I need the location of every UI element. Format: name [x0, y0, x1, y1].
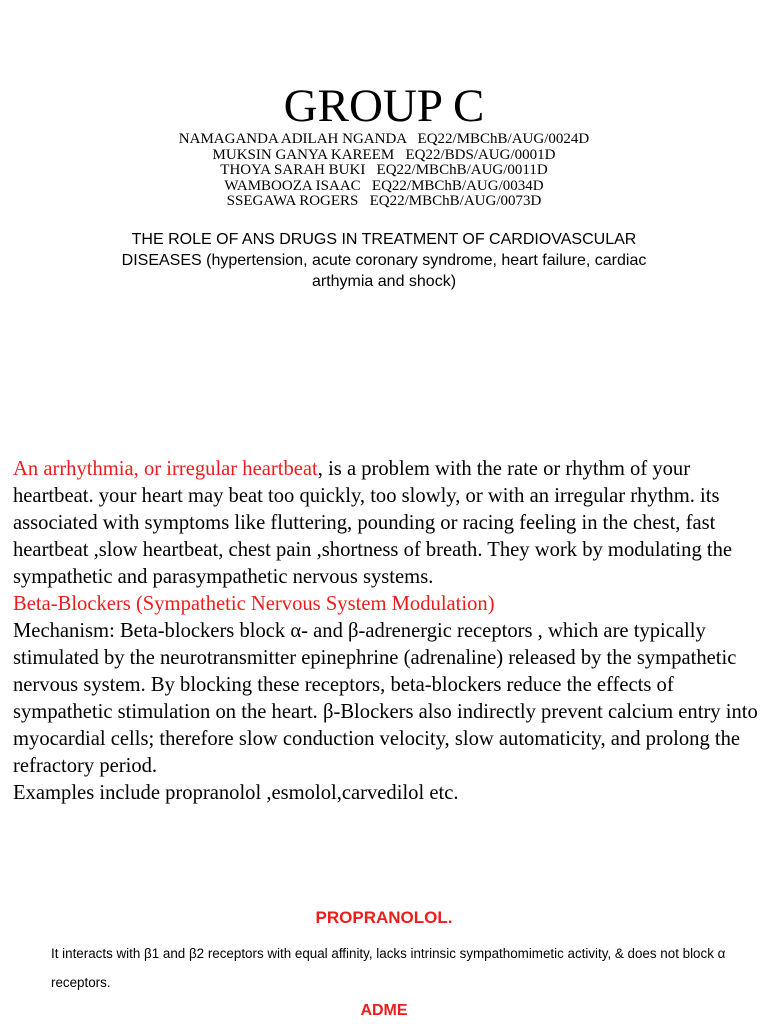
- propranolol-heading: PROPRANOLOL.: [315, 908, 453, 927]
- adme-heading: ADME: [360, 1002, 408, 1019]
- member-line: WAMBOOZA ISAAC EQ22/MBChB/AUG/0034D: [224, 177, 544, 194]
- group-members-list: [0, 132, 768, 210]
- member-line: MUKSIN GANYA KAREEM EQ22/BDS/AUG/0001D: [212, 146, 556, 163]
- beta-blockers-examples: Examples include propranolol ,esmolol,carvedilol etc.: [13, 782, 459, 804]
- propranolol-text: It interacts with β1 and β2 receptors with equal affinity, lacks intrinsic sympathomimetic activity, & does not block α receptors.: [51, 946, 726, 990]
- topic-heading: THE ROLE OF ANS DRUGS IN TREATMENT OF CARDIOVASCULAR DISEASES (hypertension, acute coronary syndrome, heart failure, cardiac arthymia and shock): [121, 231, 647, 290]
- arrhythmia-description: , is a problem with the rate or rhythm of your heartbeat. your heart may beat too quickly, too slowly, or with an irregular rhythm. its associated with symptoms like fluttering, pounding or racing feeling in the chest, fast heartbeat ,slow heartbeat, chest pain ,shortness of breath. They work by modulating the sympathetic and parasympathetic nervous systems.: [13, 458, 733, 588]
- arrhythmia-section: [13, 456, 759, 807]
- beta-blockers-mechanism: Mechanism: Beta-blockers block α- and β-adrenergic receptors , which are typically stimulated by the neurotransmitter epinephrine (adrenaline) released by the sympathetic nervous system. By blocking these receptors, beta-blockers reduce the effects of sympathetic stimulation on the heart. β-Blockers also indirectly prevent calcium entry into myocardial cells; therefore slow conduction velocity, slow automaticity, and prolong the refractory period.: [13, 620, 758, 777]
- beta-blockers-heading: Beta-Blockers (Sympathetic Nervous System Modulation): [13, 593, 495, 615]
- page-title: GROUP C: [283, 80, 485, 132]
- member-line: NAMAGANDA ADILAH NGANDA EQ22/MBChB/AUG/0024D: [178, 131, 590, 147]
- member-line: THOYA SARAH BUKI EQ22/MBChB/AUG/0011D: [220, 162, 548, 178]
- member-line: SSEGAWA ROGERS EQ22/MBChB/AUG/0073D: [226, 193, 542, 209]
- arrhythmia-term: An arrhythmia, or irregular heartbeat: [13, 458, 318, 480]
